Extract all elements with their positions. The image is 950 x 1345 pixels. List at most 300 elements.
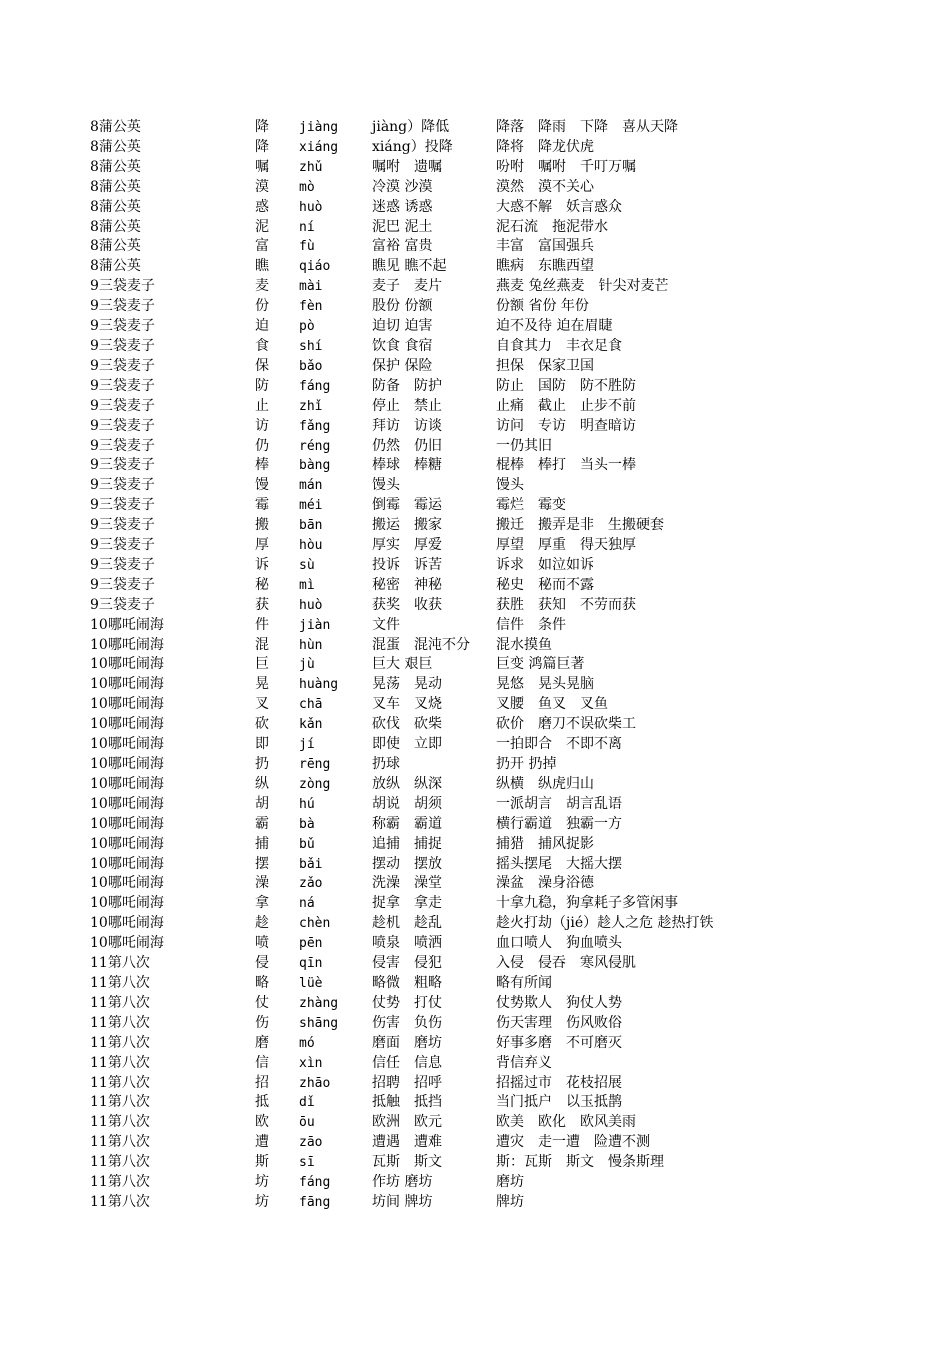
extended-words-cell: 欧美 欧化 欧风美雨 [496,1114,636,1131]
words-cell: 趁机 趁乱 [372,915,442,932]
lesson-cell: 10哪吒闹海 [90,676,164,693]
character-cell: 斯 [255,1154,269,1171]
table-row [90,755,766,775]
table-row [90,894,766,914]
character-cell: 迫 [255,318,269,335]
character-cell: 澡 [255,875,269,892]
lesson-cell: 8蒲公英 [90,218,141,235]
words-cell: 秘密 神秘 [372,576,442,593]
extended-words-cell: 扔开 扔掉 [496,756,557,772]
table-row [90,715,766,735]
pinyin-cell: mài [299,279,323,295]
table-row [90,835,766,855]
words-cell: 厚实 厚爱 [372,537,442,554]
lesson-cell: 10哪吒闹海 [90,915,164,932]
table-row [90,735,766,755]
lesson-cell: 11第八次 [90,974,150,991]
lesson-cell: 9三袋麦子 [90,397,155,414]
extended-words-cell: 十拿九稳，狗拿耗子多管闲事 [496,895,678,912]
character-cell: 欧 [255,1114,269,1131]
lesson-cell: 8蒲公英 [90,258,141,275]
table-row [90,954,766,974]
character-cell: 获 [255,596,269,613]
extended-words-cell: 馒头 [496,477,524,494]
extended-words-cell: 一派胡言 胡言乱语 [496,795,622,812]
character-cell: 伤 [255,1014,269,1031]
extended-words-cell: 担保 保家卫国 [496,357,594,374]
extended-words-cell: 好事多磨 不可磨灭 [496,1034,622,1051]
words-cell: 坊间 牌坊 [372,1193,433,1210]
words-cell: 信任 信息 [372,1054,442,1071]
table-row [90,198,766,218]
character-cell: 止 [255,397,269,414]
table-row [90,1193,766,1213]
extended-words-cell: 份额 省份 年份 [496,298,589,315]
table-row [90,178,766,198]
lesson-cell: 10哪吒闹海 [90,875,164,892]
lesson-cell: 8蒲公英 [90,138,141,155]
table-row [90,695,766,715]
words-cell: 作坊 磨坊 [372,1174,433,1191]
words-cell: 瓦斯 斯文 [372,1154,442,1171]
extended-words-cell: 捕猎 捕风捉影 [496,835,594,852]
character-cell: 坊 [255,1174,269,1191]
extended-words-cell: 纵横 纵虎归山 [496,775,594,792]
pinyin-cell: dǐ [299,1095,315,1111]
words-cell: 瞧见 瞧不起 [372,258,447,275]
character-cell: 份 [255,298,269,315]
table-row [90,456,766,476]
pinyin-cell: jiàn [299,617,331,633]
character-cell: 叉 [255,696,269,713]
table-row [90,1133,766,1153]
pinyin-cell: huò [299,199,323,215]
pinyin-cell: mì [299,577,315,593]
words-cell: 追捕 捕捉 [372,835,442,852]
character-cell: 纵 [255,775,269,792]
table-row [90,1113,766,1133]
table-row [90,118,766,138]
character-cell: 巨 [255,656,269,673]
lesson-cell: 9三袋麦子 [90,278,155,295]
words-cell: 泥巴 泥土 [372,218,433,235]
words-cell: 砍伐 砍柴 [372,716,442,733]
pinyin-cell: jù [299,657,315,673]
extended-words-cell: 趁火打劫（jié）趁人之危 趁热打铁 [496,915,714,932]
pinyin-cell: zhāo [299,1075,331,1091]
table-row [90,874,766,894]
table-row [90,914,766,934]
words-cell: 胡说 胡须 [372,795,442,812]
table-row [90,994,766,1014]
character-cell: 胡 [255,795,269,812]
words-cell: 麦子 麦片 [372,278,442,295]
character-cell: 嘱 [255,158,269,175]
table-row [90,536,766,556]
words-cell: 倒霉 霉运 [372,497,442,514]
character-cell: 摆 [255,855,269,872]
lesson-cell: 10哪吒闹海 [90,696,164,713]
lesson-cell: 10哪吒闹海 [90,716,164,733]
words-cell: 喷泉 喷洒 [372,935,442,952]
table-row [90,596,766,616]
extended-words-cell: 棍棒 棒打 当头一棒 [496,457,636,474]
table-row [90,556,766,576]
character-cell: 瞧 [255,258,269,275]
pinyin-cell: kǎn [299,717,323,733]
table-row [90,616,766,636]
character-cell: 防 [255,377,269,394]
table-row [90,1014,766,1034]
extended-words-cell: 当门抵户 以玉抵鹊 [496,1094,622,1111]
extended-words-cell: 叉腰 鱼叉 叉鱼 [496,696,608,713]
lesson-cell: 9三袋麦子 [90,517,155,534]
lesson-cell: 10哪吒闹海 [90,736,164,753]
character-cell: 磨 [255,1034,269,1051]
extended-words-cell: 燕麦 兔丝燕麦 针尖对麦芒 [496,278,669,295]
pinyin-cell: xiáng [299,139,339,155]
table-row [90,397,766,417]
lesson-cell: 8蒲公英 [90,198,141,215]
lesson-cell: 10哪吒闹海 [90,756,164,772]
table-row [90,1054,766,1074]
lesson-cell: 10哪吒闹海 [90,656,164,673]
character-cell: 抵 [255,1094,269,1111]
words-cell: jiàng）降低 [372,119,450,135]
pinyin-cell: zǎo [299,876,323,892]
pinyin-cell: lüè [299,975,323,991]
table-row [90,277,766,297]
table-row [90,1173,766,1193]
pinyin-cell: qīn [299,956,323,972]
lesson-cell: 11第八次 [90,1134,150,1151]
character-cell: 趁 [255,915,269,932]
extended-words-cell: 降将 降龙伏虎 [496,138,594,155]
pinyin-cell: bà [299,816,315,832]
lesson-cell: 10哪吒闹海 [90,636,164,653]
lesson-cell: 9三袋麦子 [90,457,155,474]
extended-words-cell: 厚望 厚重 得天独厚 [496,537,636,554]
words-cell: 文件 [372,616,400,633]
table-row [90,855,766,875]
extended-words-cell: 泥石流 拖泥带水 [496,218,608,235]
table-row [90,934,766,954]
pinyin-cell: rēng [299,757,331,772]
extended-words-cell: 秘史 秘而不露 [496,576,594,593]
table-row [90,516,766,536]
pinyin-cell: réng [299,438,331,454]
pinyin-cell: bǎi [299,856,323,872]
words-cell: 混蛋 混沌不分 [372,636,470,653]
table-row [90,576,766,596]
pinyin-cell: fāng [299,1194,331,1210]
extended-words-cell: 迫不及待 迫在眉睫 [496,318,613,335]
lesson-cell: 8蒲公英 [90,238,141,255]
lesson-cell: 9三袋麦子 [90,576,155,593]
pinyin-cell: chèn [299,916,331,932]
character-cell: 惑 [255,198,269,215]
extended-words-cell: 牌坊 [496,1193,524,1210]
lesson-cell: 11第八次 [90,1114,150,1131]
pinyin-cell: zhàng [299,995,339,1011]
words-cell: 停止 禁止 [372,397,442,414]
words-cell: 称霸 霸道 [372,815,442,832]
words-cell: xiáng）投降 [372,138,453,155]
pinyin-cell: xìn [299,1055,323,1071]
character-cell: 秘 [255,576,269,593]
table-row [90,437,766,457]
words-cell: 磨面 磨坊 [372,1034,442,1051]
words-cell: 嘱咐 遗嘱 [372,158,442,175]
lesson-cell: 9三袋麦子 [90,337,155,354]
words-cell: 获奖 收获 [372,596,442,613]
pinyin-cell: ōu [299,1115,315,1131]
extended-words-cell: 横行霸道 独霸一方 [496,815,622,832]
character-cell: 麦 [255,278,269,295]
extended-words-cell: 血口喷人 狗血喷头 [496,935,622,952]
character-cell: 砍 [255,716,269,733]
extended-words-cell: 瞧病 东瞧西望 [496,258,594,275]
words-cell: 侵害 侵犯 [372,955,442,972]
lesson-cell: 10哪吒闹海 [90,616,164,633]
lesson-cell: 9三袋麦子 [90,596,155,613]
lesson-cell: 10哪吒闹海 [90,815,164,832]
table-row [90,317,766,337]
extended-words-cell: 丰富 富国强兵 [496,238,594,255]
pinyin-cell: bǔ [299,836,315,852]
lesson-cell: 11第八次 [90,1174,150,1191]
pinyin-cell: bàng [299,458,331,474]
words-cell: 股份 份额 [372,298,433,315]
character-cell: 降 [255,119,269,135]
character-cell: 招 [255,1074,269,1091]
vocabulary-table [90,118,766,1213]
pinyin-cell: hòu [299,538,323,554]
character-cell: 扔 [255,756,269,772]
pinyin-cell: chā [299,697,323,713]
character-cell: 降 [255,138,269,155]
table-row [90,1034,766,1054]
words-cell: 搬运 搬家 [372,517,442,534]
extended-words-cell: 磨坊 [496,1174,524,1191]
table-row [90,775,766,795]
extended-words-cell: 混水摸鱼 [496,636,552,653]
extended-words-cell: 摇头摆尾 大摇大摆 [496,855,622,872]
table-row [90,655,766,675]
extended-words-cell: 搬迁 搬弄是非 生搬硬套 [496,517,664,534]
extended-words-cell: 砍价 磨刀不误砍柴工 [496,716,636,733]
words-cell: 棒球 棒糖 [372,457,442,474]
extended-words-cell: 晃悠 晃头晃脑 [496,676,594,693]
words-cell: 馒头 [372,477,400,494]
lesson-cell: 11第八次 [90,1193,150,1210]
pinyin-cell: fèn [299,299,323,315]
character-cell: 泥 [255,218,269,235]
lesson-cell: 8蒲公英 [90,119,141,135]
lesson-cell: 11第八次 [90,1094,150,1111]
lesson-cell: 11第八次 [90,955,150,972]
character-cell: 件 [255,616,269,633]
table-row [90,1093,766,1113]
pinyin-cell: hú [299,796,315,812]
extended-words-cell: 澡盆 澡身浴德 [496,875,594,892]
pinyin-cell: shí [299,338,323,354]
character-cell: 霸 [255,815,269,832]
pinyin-cell: bǎo [299,358,323,374]
words-cell: 迷惑 诱惑 [372,198,433,215]
table-row [90,1074,766,1094]
extended-words-cell: 伤天害理 伤风败俗 [496,1014,622,1031]
words-cell: 抵触 抵挡 [372,1094,442,1111]
lesson-cell: 10哪吒闹海 [90,895,164,912]
pinyin-cell: sī [299,1155,315,1171]
table-row [90,158,766,178]
words-cell: 捉拿 拿走 [372,895,442,912]
words-cell: 叉车 叉烧 [372,696,442,713]
extended-words-cell: 一拍即合 不即不离 [496,736,622,753]
table-row [90,476,766,496]
lesson-cell: 9三袋麦子 [90,377,155,394]
pinyin-cell: shāng [299,1015,339,1031]
pinyin-cell: zhǔ [299,159,323,175]
lesson-cell: 10哪吒闹海 [90,775,164,792]
lesson-cell: 11第八次 [90,1154,150,1171]
words-cell: 即使 立即 [372,736,442,753]
table-row [90,257,766,277]
table-row [90,138,766,158]
lesson-cell: 8蒲公英 [90,158,141,175]
pinyin-cell: jí [299,737,315,753]
pinyin-cell: mò [299,179,315,195]
character-cell: 拿 [255,895,269,912]
lesson-cell: 9三袋麦子 [90,318,155,335]
lesson-cell: 9三袋麦子 [90,477,155,494]
pinyin-cell: bān [299,518,323,534]
pinyin-cell: zāo [299,1135,323,1151]
pinyin-cell: fáng [299,1175,331,1191]
lesson-cell: 11第八次 [90,1074,150,1091]
pinyin-cell: zòng [299,776,331,792]
pinyin-cell: ná [299,896,315,912]
lesson-cell: 9三袋麦子 [90,357,155,374]
words-cell: 防备 防护 [372,377,442,394]
extended-words-cell: 大惑不解 妖言惑众 [496,198,622,215]
pinyin-cell: qiáo [299,259,331,275]
pinyin-cell: pēn [299,936,323,952]
character-cell: 访 [255,417,269,434]
words-cell: 富裕 富贵 [372,238,433,255]
words-cell: 招聘 招呼 [372,1074,442,1091]
table-row [90,218,766,238]
extended-words-cell: 背信弃义 [496,1054,552,1071]
table-row [90,675,766,695]
pinyin-cell: jiàng [299,120,339,135]
extended-words-cell: 获胜 获知 不劳而获 [496,596,636,613]
lesson-cell: 11第八次 [90,1014,150,1031]
lesson-cell: 11第八次 [90,994,150,1011]
extended-words-cell: 一仍其旧 [496,437,552,454]
words-cell: 扔球 [372,756,400,772]
table-row [90,337,766,357]
lesson-cell: 8蒲公英 [90,178,141,195]
pinyin-cell: méi [299,498,323,514]
table-row [90,297,766,317]
words-cell: 迫切 迫害 [372,318,433,335]
extended-words-cell: 访问 专访 明查暗访 [496,417,636,434]
lesson-cell: 9三袋麦子 [90,417,155,434]
character-cell: 富 [255,238,269,255]
words-cell: 巨大 艰巨 [372,656,433,673]
extended-words-cell: 信件 条件 [496,616,566,633]
character-cell: 遭 [255,1134,269,1151]
character-cell: 混 [255,636,269,653]
pinyin-cell: pò [299,319,315,335]
table-row [90,357,766,377]
table-row [90,417,766,437]
extended-words-cell: 仗势欺人 狗仗人势 [496,994,622,1011]
extended-words-cell: 漠然 漠不关心 [496,178,594,195]
character-cell: 喷 [255,935,269,952]
character-cell: 仍 [255,437,269,454]
words-cell: 放纵 纵深 [372,775,442,792]
words-cell: 晃荡 晃动 [372,676,442,693]
extended-words-cell: 斯：瓦斯 斯文 慢条斯理 [496,1154,664,1171]
lesson-cell: 9三袋麦子 [90,497,155,514]
extended-words-cell: 招摇过市 花枝招展 [496,1074,622,1091]
lesson-cell: 9三袋麦子 [90,556,155,573]
extended-words-cell: 降落 降雨 下降 喜从天降 [496,119,678,135]
extended-words-cell: 巨变 鸿篇巨著 [496,656,585,673]
pinyin-cell: mó [299,1035,315,1051]
character-cell: 晃 [255,676,269,693]
words-cell: 伤害 负伤 [372,1014,442,1031]
character-cell: 搬 [255,517,269,534]
lesson-cell: 10哪吒闹海 [90,795,164,812]
character-cell: 信 [255,1054,269,1071]
table-row [90,974,766,994]
extended-words-cell: 止痛 截止 止步不前 [496,397,636,414]
character-cell: 仗 [255,994,269,1011]
words-cell: 拜访 访谈 [372,417,442,434]
character-cell: 食 [255,337,269,354]
extended-words-cell: 防止 国防 防不胜防 [496,377,636,394]
pinyin-cell: fáng [299,378,331,394]
character-cell: 坊 [255,1193,269,1210]
lesson-cell: 10哪吒闹海 [90,855,164,872]
table-row [90,496,766,516]
extended-words-cell: 自食其力 丰衣足食 [496,337,622,354]
lesson-cell: 11第八次 [90,1054,150,1071]
character-cell: 保 [255,357,269,374]
pinyin-cell: sù [299,557,315,573]
extended-words-cell: 遭灾 走一遭 险遭不测 [496,1134,650,1151]
table-row [90,377,766,397]
lesson-cell: 9三袋麦子 [90,298,155,315]
words-cell: 保护 保险 [372,357,433,374]
pinyin-cell: zhǐ [299,398,323,414]
character-cell: 捕 [255,835,269,852]
pinyin-cell: hùn [299,637,323,653]
lesson-cell: 10哪吒闹海 [90,935,164,952]
character-cell: 厚 [255,537,269,554]
character-cell: 诉 [255,556,269,573]
extended-words-cell: 诉求 如泣如诉 [496,556,594,573]
extended-words-cell: 入侵 侵吞 寒风侵肌 [496,955,636,972]
words-cell: 仍然 仍旧 [372,437,442,454]
words-cell: 冷漠 沙漠 [372,178,433,195]
extended-words-cell: 吩咐 嘱咐 千叮万嘱 [496,158,636,175]
lesson-cell: 11第八次 [90,1034,150,1051]
